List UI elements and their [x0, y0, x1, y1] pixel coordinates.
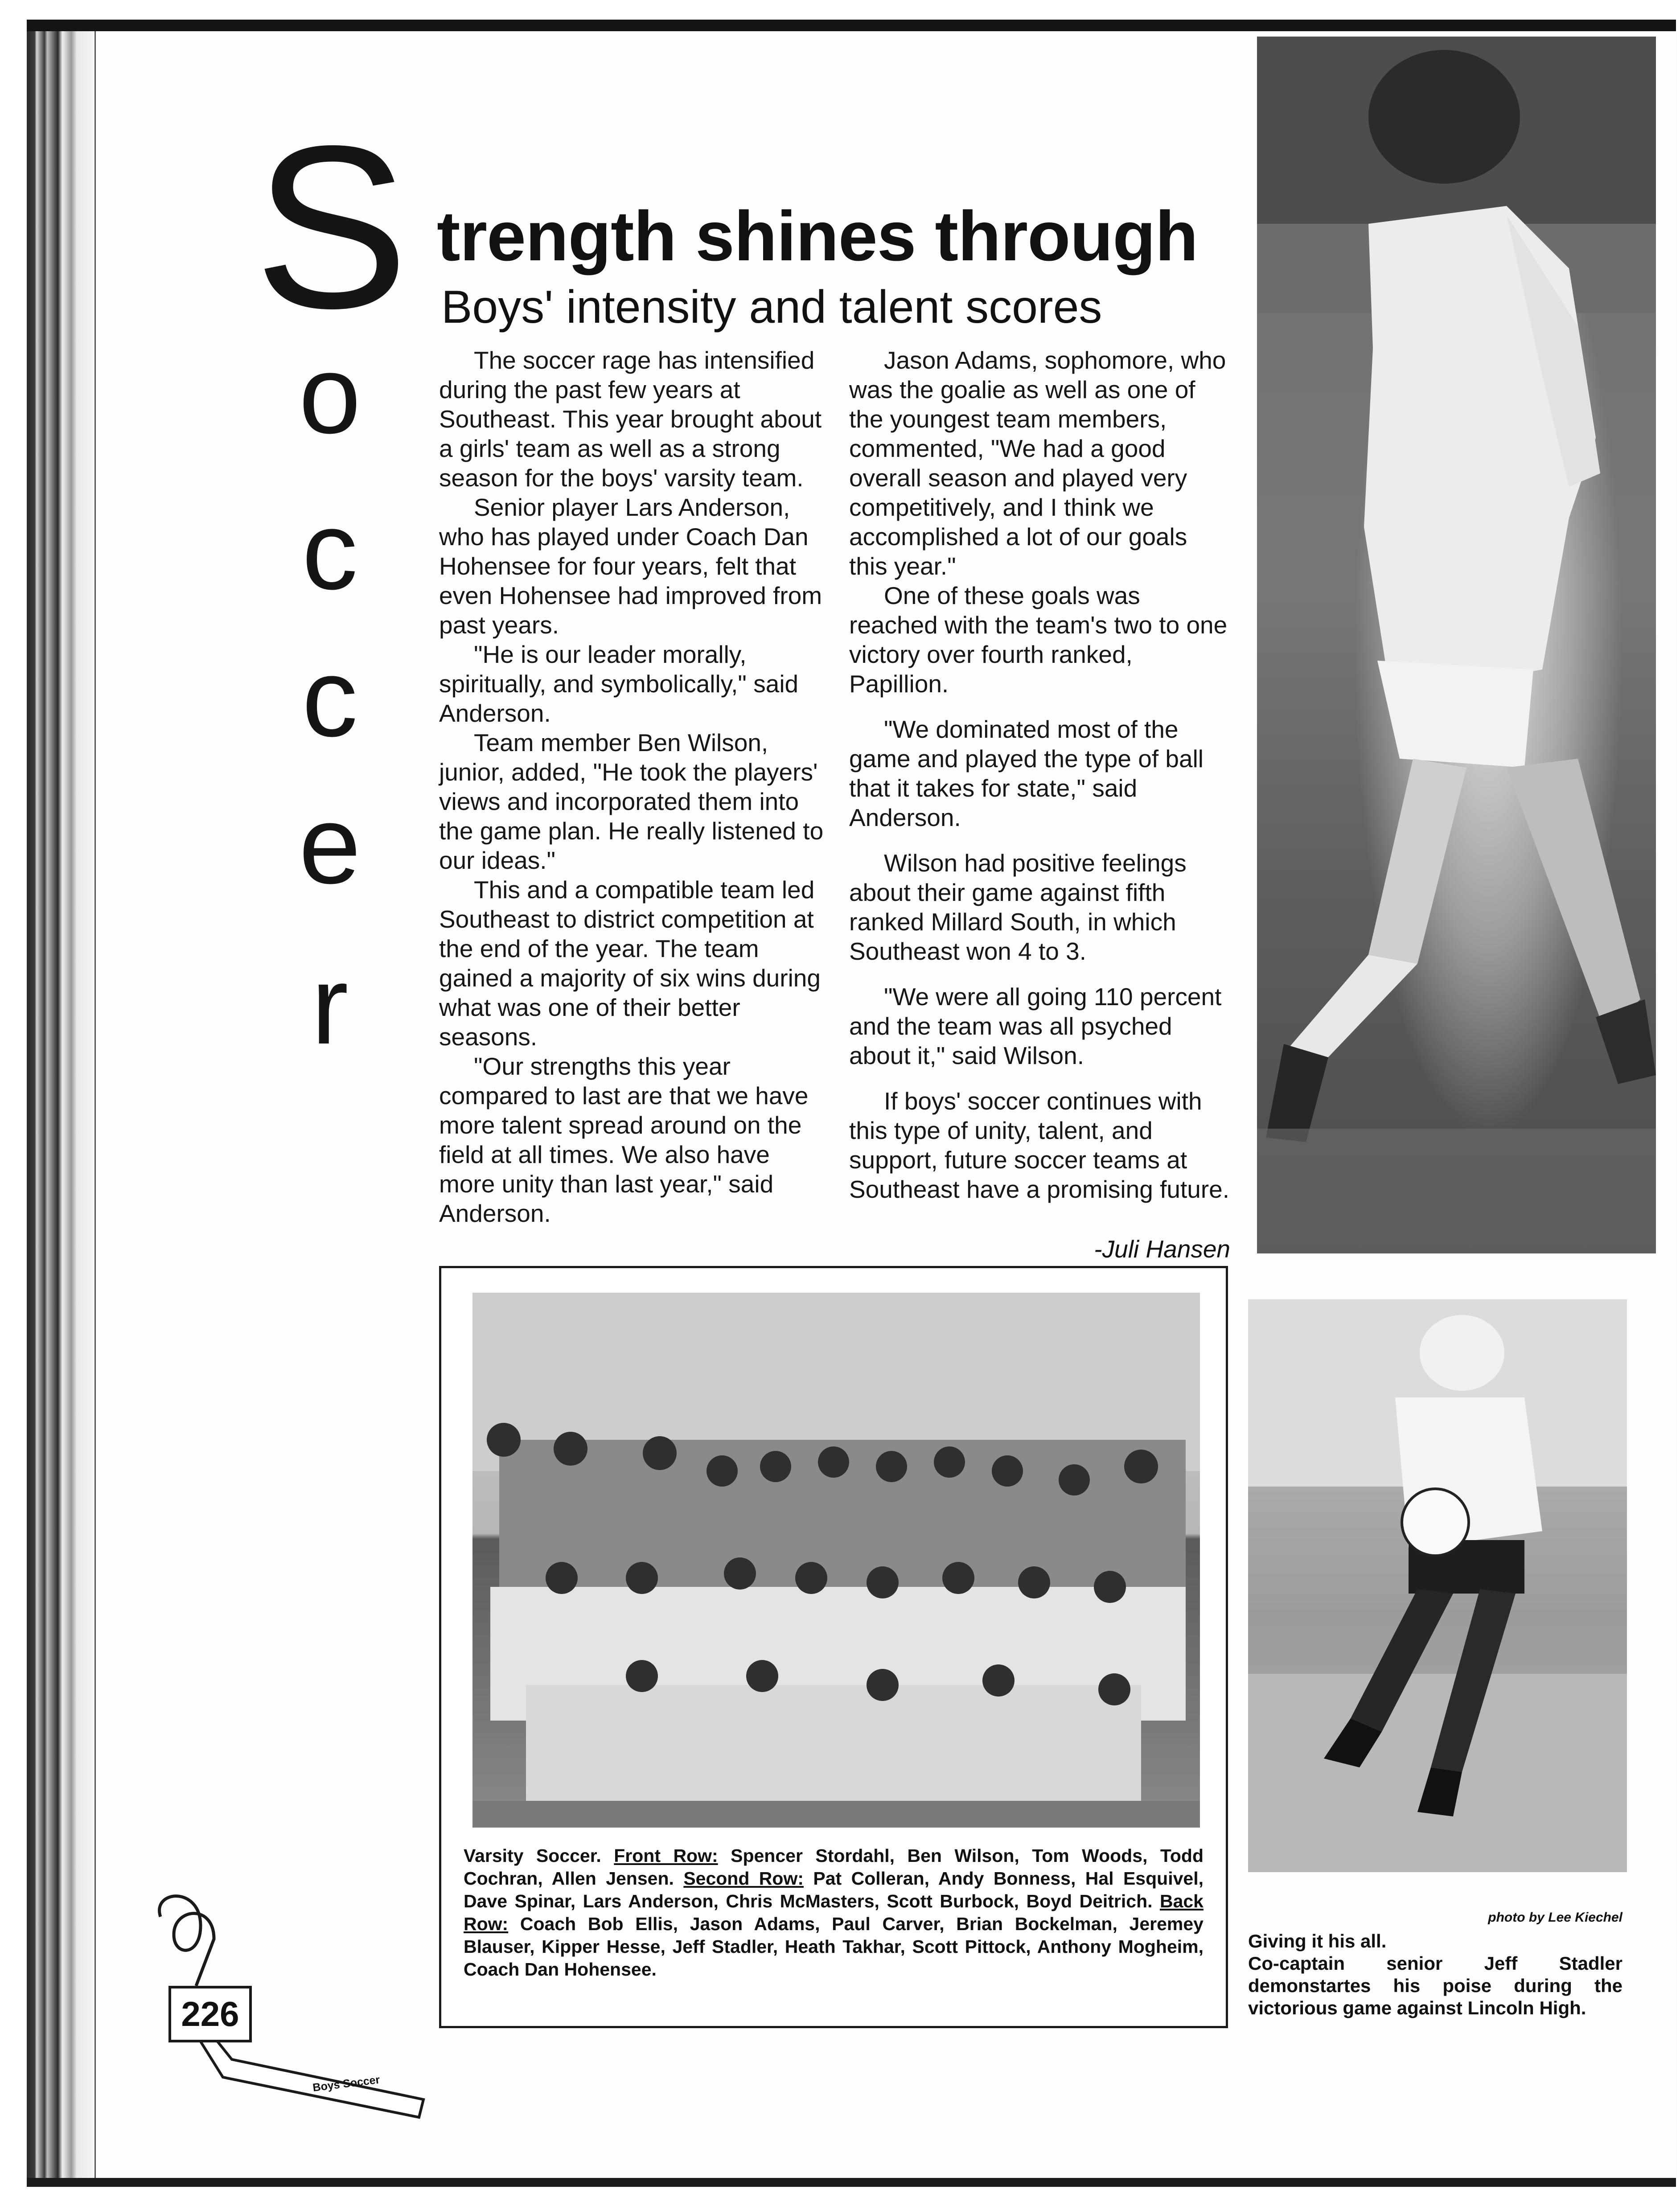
page-top-edge	[27, 20, 1676, 31]
paragraph: If boys' soccer continues with this type of unity, talent, and support, future soccer teams at Southeast have a promising future.	[849, 1087, 1230, 1203]
page-bottom-edge	[27, 2178, 1676, 2187]
vertical-letter-c1: c	[302, 488, 358, 612]
second-row-label: Second Row:	[683, 1868, 804, 1889]
back-row-names: Coach Bob Ellis, Jason Adams, Paul Carver, Brian Bockelman, Jeremey Blauser, Kipper Hesse, Jeff Stadler, Heath Takhar, Scott Pittock, Anthony Mogheim, Coach Dan Hohensee.	[464, 1914, 1204, 1980]
paragraph: "Our strengths this year compared to last are that we have more talent spread around on the field at all times. We also have more unity than last year," said Anderson.	[439, 1052, 809, 1227]
paragraph: Senior player Lars Anderson, who has played under Coach Dan Hohensee for four years, felt that even Hohensee had improved from past years.	[439, 493, 822, 639]
player-silhouette-graphic	[1257, 37, 1656, 1253]
front-row-label: Front Row:	[614, 1845, 718, 1866]
soccer-player-kicking-photo	[1257, 37, 1656, 1253]
article-column-1	[439, 345, 827, 1228]
paragraph: "We were all going 110 percent and the team was all psyched about it," said Wilson.	[849, 983, 1222, 1069]
stadler-photo-caption	[1248, 1930, 1622, 2019]
drop-cap-s: S	[254, 98, 409, 357]
paragraph: "He is our leader morally, spiritually, and symbolically," said Anderson.	[439, 641, 799, 727]
paragraph: Wilson had positive feelings about their game against fifth ranked Millard South, in which Southeast won 4 to 3.	[849, 849, 1187, 965]
section-tag: Boys Soccer	[312, 2073, 381, 2094]
paragraph: The soccer rage has intensified during the past few years at Southeast. This year brought about a girls' team as well as a strong season for the boys' varsity team.	[439, 346, 822, 492]
back-row-label: Back Row:	[464, 1891, 1204, 1934]
team-group-graphic	[472, 1293, 1200, 1828]
subheadline: Boys' intensity and talent scores	[441, 281, 1102, 333]
page-number: 226	[168, 1986, 252, 2042]
byline: -Juli Hansen	[1094, 1235, 1230, 1263]
paragraph: Team member Ben Wilson, junior, added, "He took the players' views and incorporated them into the game plan. He really listened to our ideas."	[439, 729, 824, 874]
front-row-names: Spencer Stordahl, Ben Wilson, Tom Woods, Todd Cochran, Allen Jensen.	[464, 1845, 1204, 1889]
varsity-team-group-photo	[472, 1293, 1200, 1828]
vertical-letter-c2: c	[302, 635, 358, 760]
stadler-graphic	[1248, 1299, 1627, 1872]
jeff-stadler-action-photo	[1248, 1299, 1627, 1872]
caption-text: Co-captain senior Jeff Stadler demonstartes his poise during the victorious game against Lincoln High.	[1248, 1953, 1622, 2018]
team-photo-caption	[464, 1845, 1204, 1981]
vertical-letter-r: r	[311, 943, 349, 1067]
photo-credit: photo by Lee Kiechel	[1488, 1910, 1622, 1925]
paragraph: One of these goals was reached with the team's two to one victory over fourth ranked, Papillion.	[849, 582, 1228, 698]
book-binding	[27, 31, 94, 2178]
headline: trength shines through	[437, 197, 1198, 275]
paragraph: Jason Adams, sophomore, who was the goalie as well as one of the youngest team members, commented, "We had a good overall season and played very competitively, and I think we accomplished a lot of our goals this year."	[849, 346, 1226, 580]
paragraph: This and a compatible team led Southeast to district competition at the end of the year. The team gained a majority of six wins during what was one of their better seasons.	[439, 876, 821, 1051]
second-row-names: Pat Colleran, Andy Bonness, Hal Esquivel, Dave Spinar, Lars Anderson, Chris McMasters, Scott Burbock, Boyd Deitrich.	[464, 1868, 1204, 1911]
vertical-letter-e: e	[299, 782, 361, 907]
paragraph: "We dominated most of the game and played the type of ball that it takes for state," said Anderson.	[849, 715, 1204, 831]
caption-title: Varsity Soccer.	[464, 1845, 601, 1866]
caption-title: Giving it his all.	[1248, 1931, 1387, 1951]
article-column-2	[849, 345, 1230, 1204]
vertical-letter-o: o	[299, 332, 361, 456]
